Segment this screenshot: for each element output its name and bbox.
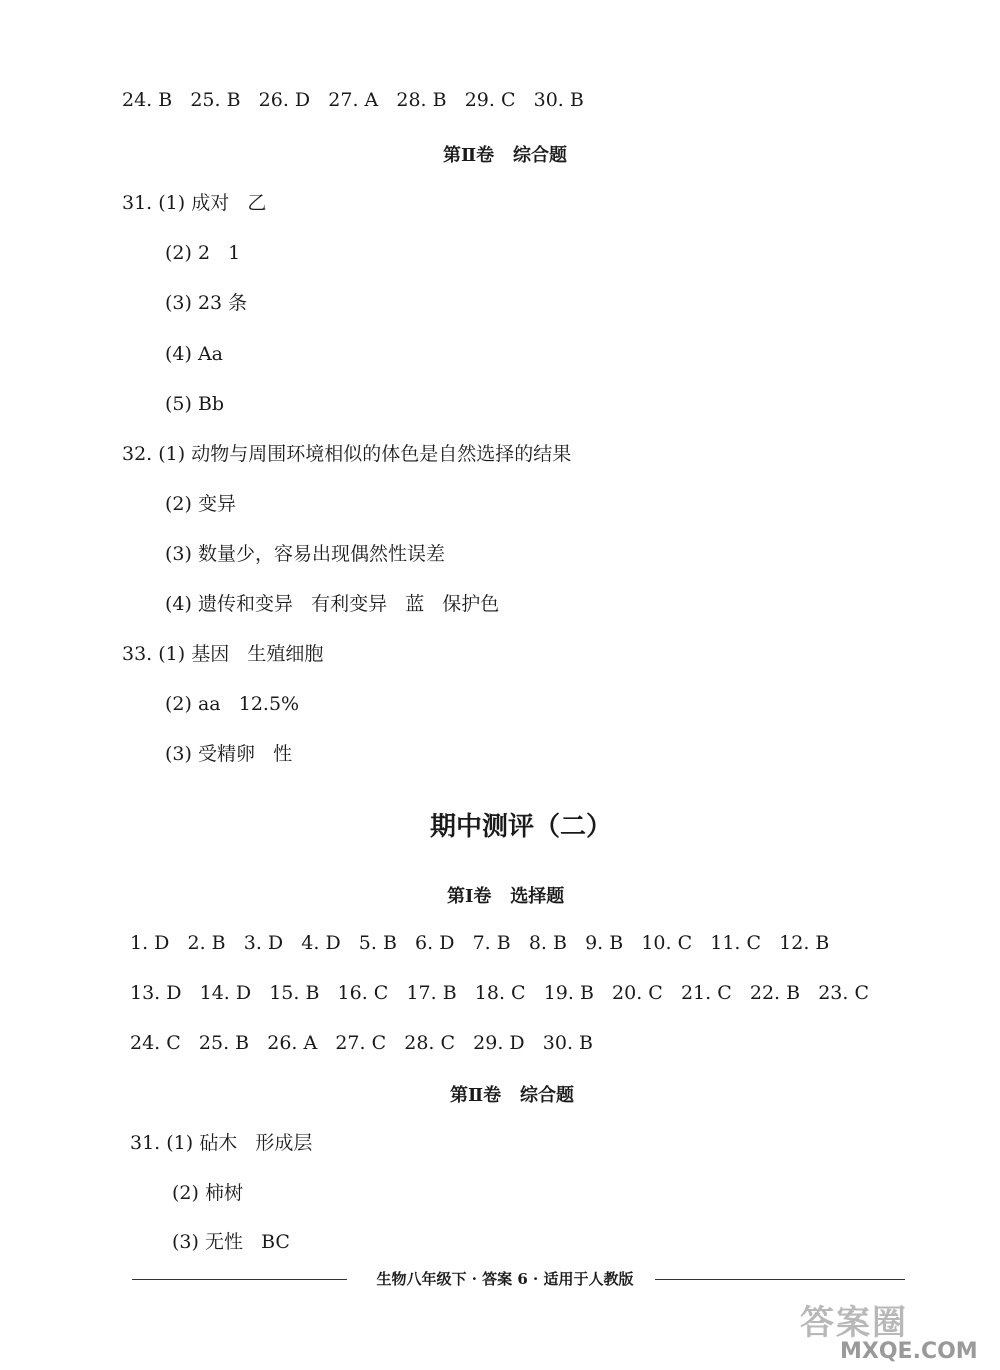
q33-part2: (2) aa 12.5% xyxy=(165,693,300,715)
footer-text: 生物八年级下 · 答案 6 · 适用于人教版 xyxy=(376,1270,634,1288)
footer-rule-left xyxy=(132,1279,347,1280)
q32-part1: 32. (1) 动物与周围环境相似的体色是自然选择的结果 xyxy=(122,443,572,465)
footer-rule-right xyxy=(655,1279,905,1280)
q31-part2: (2) 柿树 xyxy=(172,1182,243,1204)
watermark-logo xyxy=(800,1295,990,1365)
q31-part1: 31. (1) 成对 乙 xyxy=(122,192,267,214)
part2-heading: 第Ⅱ卷 综合题 xyxy=(450,1085,574,1106)
q33-part3: (3) 受精卵 性 xyxy=(165,743,293,765)
q31-part1: 31. (1) 砧木 形成层 xyxy=(130,1132,313,1154)
q33-part1: 33. (1) 基因 生殖细胞 xyxy=(122,643,324,665)
answers-row-24-30: 24. B 25. B 26. D 27. A 28. B 29. C 30. B xyxy=(122,89,584,111)
q32-part4: (4) 遗传和变异 有利变异 蓝 保护色 xyxy=(165,593,500,615)
part2-heading: 第Ⅱ卷 综合题 xyxy=(443,145,567,166)
q31-part5: (5) Bb xyxy=(165,393,225,415)
q32-part3: (3) 数量少，容易出现偶然性误差 xyxy=(165,543,445,565)
q32-part2: (2) 变异 xyxy=(165,493,236,515)
watermark-logo-text: 答案圈 xyxy=(800,1303,908,1343)
q31-part3: (3) 23 条 xyxy=(165,292,248,314)
answers-row-13-23: 13. D 14. D 15. B 16. C 17. B 18. C 19. B 20. C 21. C 22. B 23. C xyxy=(130,982,870,1004)
watermark-url: MXQE.COM xyxy=(840,1339,978,1364)
answers-row-1-12: 1. D 2. B 3. D 4. D 5. B 6. D 7. B 8. B 9. B 10. C 11. C 12. B xyxy=(130,932,830,954)
part1-heading: 第Ⅰ卷 选择题 xyxy=(447,886,565,907)
q31-part4: (4) Aa xyxy=(165,343,224,365)
exam-title: 期中测评（二） xyxy=(430,812,613,842)
q31-part3: (3) 无性 BC xyxy=(172,1231,290,1253)
q31-part2: (2) 2 1 xyxy=(165,242,241,264)
answers-row-24-30: 24. C 25. B 26. A 27. C 28. C 29. D 30. B xyxy=(130,1032,593,1054)
